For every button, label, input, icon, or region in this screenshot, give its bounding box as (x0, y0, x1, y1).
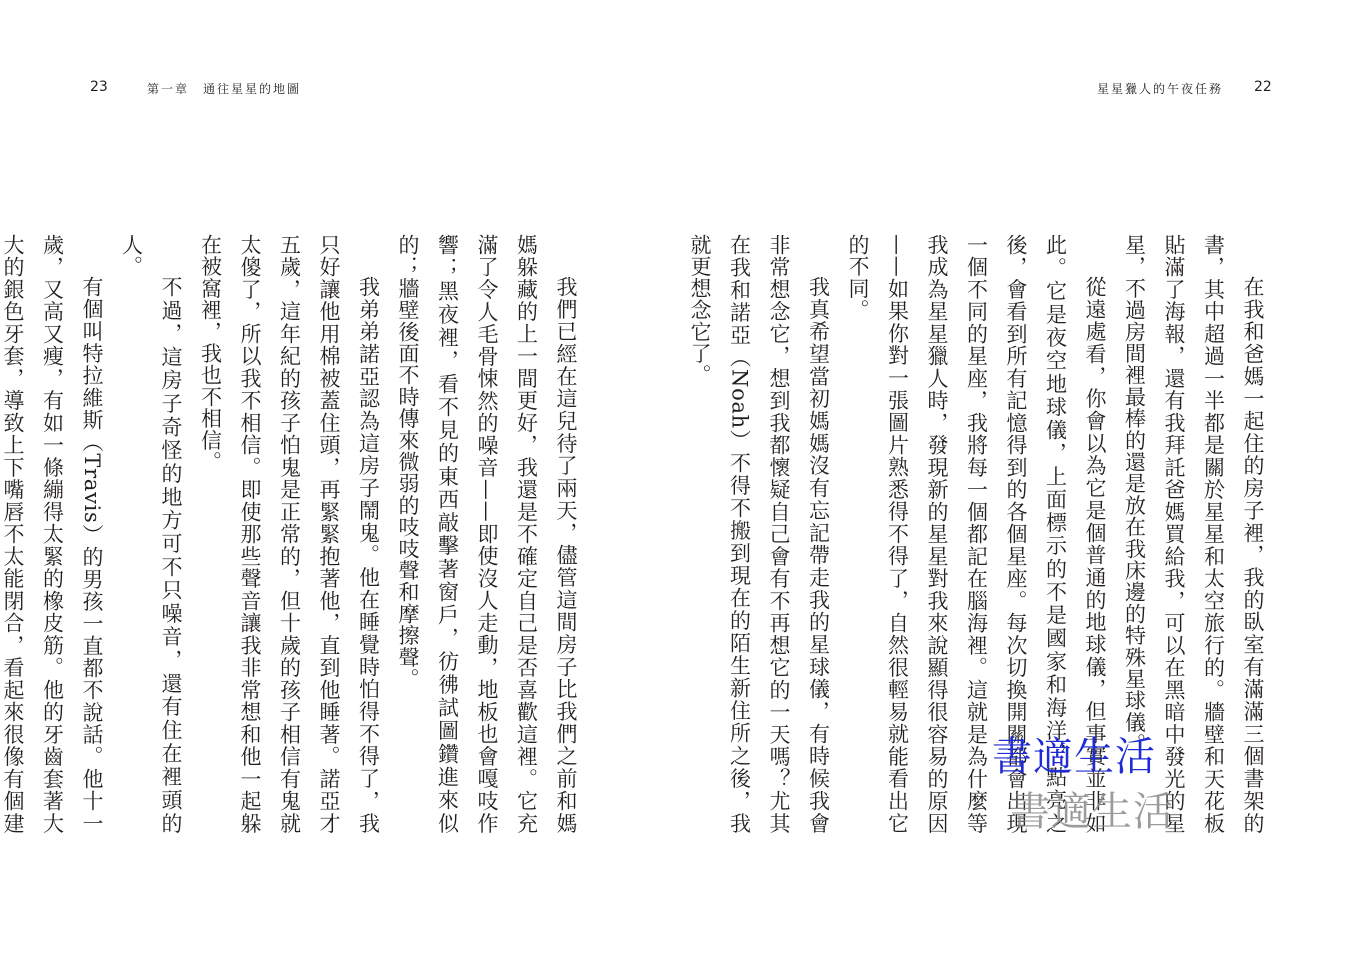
paragraph: 不過，這房子奇怪的地方可不只噪音，還有住在裡頭的人。 (119, 234, 183, 834)
right-running-title: 星星獵人的午夜任務 (1097, 82, 1224, 96)
paragraph: 在我和爸媽一起住的房子裡，我的臥室有滿滿三個書架的書，其中超過一半都是關於星星和太空旅行的。牆壁和天花板貼滿了海報，還有我拜託爸媽買給我，可以在黑暗中發光的星星，不過房間裡最棒的還是放在我床邊的特殊星球儀。 (1122, 234, 1265, 834)
left-page-number: 23 (90, 79, 108, 95)
left-running-title: 第一章 通往星星的地圖 (147, 82, 302, 96)
paragraph: 我們已經在這兒待了兩天，儘管這間房子比我們之前和媽媽躲藏的上一間更好，我還是不確定自己是否喜歡這裡。它充滿了令人毛骨悚然的噪音——即使沒人走動，地板也會嘎吱作響；黑夜裡，看不見的東西敲擊著窗戶，彷彿試圖鑽進來似的；牆壁後面不時傳來微弱的吱吱聲和摩擦聲。 (396, 234, 578, 834)
right-page-body (688, 234, 1272, 834)
paragraph: 我弟弟諾亞認為這房子鬧鬼。他在睡覺時怕得不得了，我只好讓他用棉被蓋住頭，再緊緊抱著他，直到他睡著。諾亞才五歲，這年紀的孩子怕鬼是正常的，但十歲的孩子相信有鬼就太傻了，所以我不相信。即使那些聲音讓我非常想和他一起躲在被窩裡，我也不相信。 (198, 234, 381, 834)
paragraph: 從遠處看，你會以為它是個普通的地球儀，但事實並非如此。它是夜空地球儀，上面標示的不是國家和海洋，點亮之後，會看到所有記憶得到的各個星座。每次切換開關都會出現一個不同的星座，我將每一個都記在腦海裡。這就是為什麼等我成為星星獵人時，發現新的星星對我來說顯得很容易的原因——如果你對一張圖片熟悉得不得了，自然很輕易就能看出它的不同。 (846, 234, 1107, 834)
watermark-secondary: 書適生活 (1010, 789, 1174, 835)
paragraph: 我真希望當初媽媽沒有忘記帶走我的星球儀，有時候我會非常想念它，想到我都懷疑自己會有不再想它的一天嗎？尤其在我和諾亞（Noah）不得不搬到現在的陌生新住所之後，我就更想念它了。 (688, 234, 831, 834)
watermark-primary: 書適生活 (992, 734, 1156, 780)
paragraph: 有個叫特拉維斯（Travis）的男孩一直都不說話。他十一歲，又高又瘦，有如一條繃得太緊的橡皮筋。他的牙齒套著大大的銀色牙套，導致上下嘴唇不太能閉合，看起來很像有個建 (1, 234, 104, 834)
left-page-body (1, 234, 585, 834)
right-page-number: 22 (1254, 79, 1272, 95)
